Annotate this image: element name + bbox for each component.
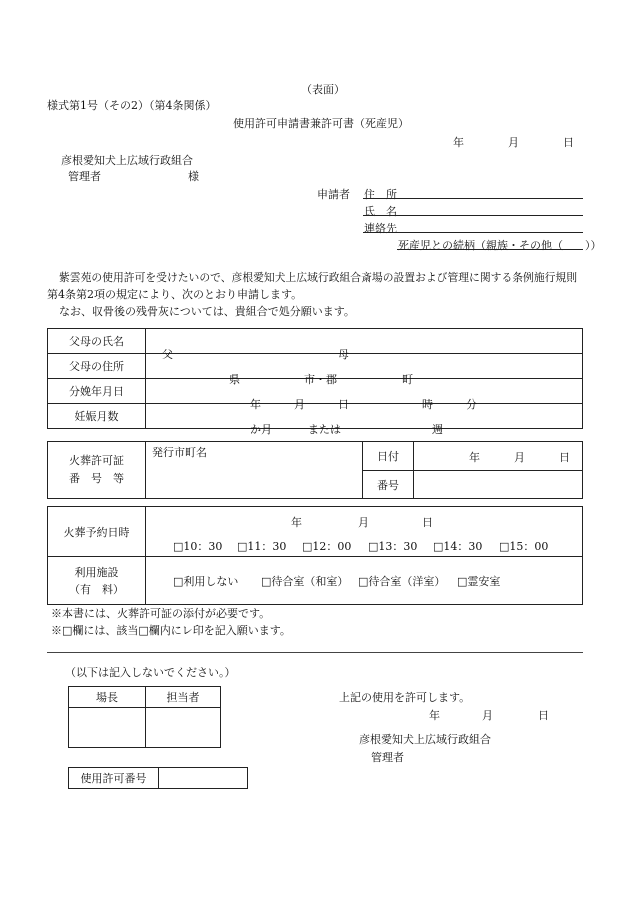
facility-option-japanese-room[interactable]: □待合室（和室） xyxy=(261,575,349,588)
time-slot-1030[interactable]: □10：30 xyxy=(173,540,223,553)
time-slot-1500[interactable]: □15：00 xyxy=(499,540,549,553)
pregnancy-week-unit: 週 xyxy=(432,423,443,436)
delivery-date-label: 分娩年月日 xyxy=(48,379,146,404)
body-paragraph-2: なお、収骨後の残骨灰については、貴組合で処分願います。 xyxy=(59,305,355,318)
time-slot-1200[interactable]: □12：00 xyxy=(302,540,352,553)
time-slot-1430[interactable]: □14：30 xyxy=(433,540,483,553)
permit-number-table xyxy=(68,767,248,789)
facility-label xyxy=(48,557,146,605)
cremation-permit-table xyxy=(47,441,583,499)
permit-date-day: 日 xyxy=(559,451,570,464)
document-title: 使用許可申請書兼許可書（死産児） xyxy=(233,117,409,130)
booking-table xyxy=(47,506,583,605)
permit-statement: 上記の使用を許可します。 xyxy=(339,691,471,704)
permit-no-cell[interactable] xyxy=(159,768,248,789)
pregnancy-month-unit: か月 xyxy=(250,423,272,436)
date-month: 月 xyxy=(508,136,519,149)
parents-name-cell[interactable] xyxy=(146,329,583,361)
addressee-org: 彦根愛知犬上広域行政組合 xyxy=(61,154,193,167)
date-year: 年 xyxy=(453,136,464,149)
applicant-name-line[interactable] xyxy=(363,215,583,216)
body-paragraph-1-line-2: 第4条第2項の規定により、次のとおり申請します。 xyxy=(47,288,303,301)
parents-address-cell[interactable] xyxy=(146,354,583,386)
addressee-manager: 管理者 xyxy=(68,170,101,183)
booking-day: 日 xyxy=(422,516,433,529)
delivery-minute: 分 xyxy=(466,398,477,411)
town-label: 町 xyxy=(402,373,413,386)
permit-manager: 管理者 xyxy=(371,751,404,764)
facility-cell[interactable] xyxy=(146,557,583,605)
parents-name-label: 父母の氏名 xyxy=(48,329,146,354)
cremation-permit-label xyxy=(48,442,146,499)
section-divider xyxy=(47,652,583,653)
permit-month: 月 xyxy=(482,709,493,722)
pregnancy-or: または xyxy=(308,423,341,436)
delivery-day: 日 xyxy=(338,398,349,411)
city-label: 市・郡 xyxy=(304,373,337,386)
approval-stamp-table xyxy=(68,686,221,748)
delivery-month: 月 xyxy=(294,398,305,411)
chief-label: 場長 xyxy=(69,687,146,708)
staff-stamp-cell[interactable] xyxy=(146,708,221,748)
prefecture-label: 県 xyxy=(229,373,240,386)
applicant-address-label: 住 所 xyxy=(364,188,397,201)
facility-label-line-1: 利用施設 xyxy=(74,565,119,579)
permit-date-year: 年 xyxy=(469,451,480,464)
mother-label: 母 xyxy=(338,348,349,361)
pregnancy-months-cell[interactable] xyxy=(146,404,583,436)
cremation-permit-label-line-2: 番 号 等 xyxy=(69,472,124,485)
applicant-name-label: 氏 名 xyxy=(364,205,397,218)
applicant-label: 申請者 xyxy=(317,188,350,201)
note-attachment: ※本書には、火葬許可証の添付が必要です。 xyxy=(51,607,271,620)
delivery-year: 年 xyxy=(250,398,261,411)
time-slot-1330[interactable]: □13：30 xyxy=(368,540,418,553)
father-label: 父 xyxy=(162,348,173,361)
time-slot-1130[interactable]: □11：30 xyxy=(237,540,287,553)
facility-option-none[interactable]: □利用しない xyxy=(173,575,239,588)
issuer-cell[interactable] xyxy=(146,442,363,499)
permit-no-label: 使用許可番号 xyxy=(69,768,159,789)
cremation-permit-label-line-1: 火葬許可証 xyxy=(69,454,124,467)
permit-org: 彦根愛知犬上広域行政組合 xyxy=(359,733,491,746)
body-paragraph-1-line-1: 紫雲苑の使用許可を受けたいので、彦根愛知犬上広域行政組合斎場の設置および管理に関する条例施行規則 xyxy=(59,271,578,284)
permit-date-month: 月 xyxy=(514,451,525,464)
applicant-relation-line[interactable] xyxy=(397,249,583,250)
staff-label: 担当者 xyxy=(146,687,221,708)
permit-date-label: 日付 xyxy=(363,442,414,471)
permit-date-cell[interactable] xyxy=(414,442,583,471)
delivery-hour: 時 xyxy=(422,398,433,411)
parents-address-label: 父母の住所 xyxy=(48,354,146,379)
issuer-label: 発行市町名 xyxy=(152,446,207,459)
booking-datetime-cell[interactable] xyxy=(146,507,583,557)
applicant-relation-label: 死産児との続柄（親族・その他（ ）） xyxy=(398,239,602,252)
booking-month: 月 xyxy=(358,516,369,529)
applicant-contact-line[interactable] xyxy=(363,232,583,233)
office-instruction: （以下は記入しないでください。） xyxy=(65,666,236,679)
booking-year: 年 xyxy=(291,516,302,529)
permit-day: 日 xyxy=(538,709,549,722)
parent-info-table xyxy=(47,328,583,436)
facility-option-western-room[interactable]: □待合室（洋室） xyxy=(358,575,446,588)
booking-datetime-label: 火葬予約日時 xyxy=(48,507,146,557)
note-checkbox: ※□欄には、該当□欄内にレ印を記入願います。 xyxy=(51,624,291,637)
addressee-honorific: 様 xyxy=(188,170,199,183)
applicant-contact-label: 連絡先 xyxy=(364,222,397,235)
permit-year: 年 xyxy=(429,709,440,722)
form-number: 様式第1号（その2）（第4条関係） xyxy=(47,99,217,112)
permit-number-cell[interactable] xyxy=(414,471,583,499)
side-label: （表面） xyxy=(301,83,345,96)
delivery-date-cell[interactable] xyxy=(146,379,583,411)
date-day: 日 xyxy=(563,136,574,149)
chief-stamp-cell[interactable] xyxy=(69,708,146,748)
permit-number-label: 番号 xyxy=(363,471,414,499)
applicant-address-line[interactable] xyxy=(363,198,583,199)
facility-label-line-2: （有 料） xyxy=(69,582,124,596)
facility-option-mortuary[interactable]: □霊安室 xyxy=(457,575,501,588)
pregnancy-months-label: 妊娠月数 xyxy=(48,404,146,429)
